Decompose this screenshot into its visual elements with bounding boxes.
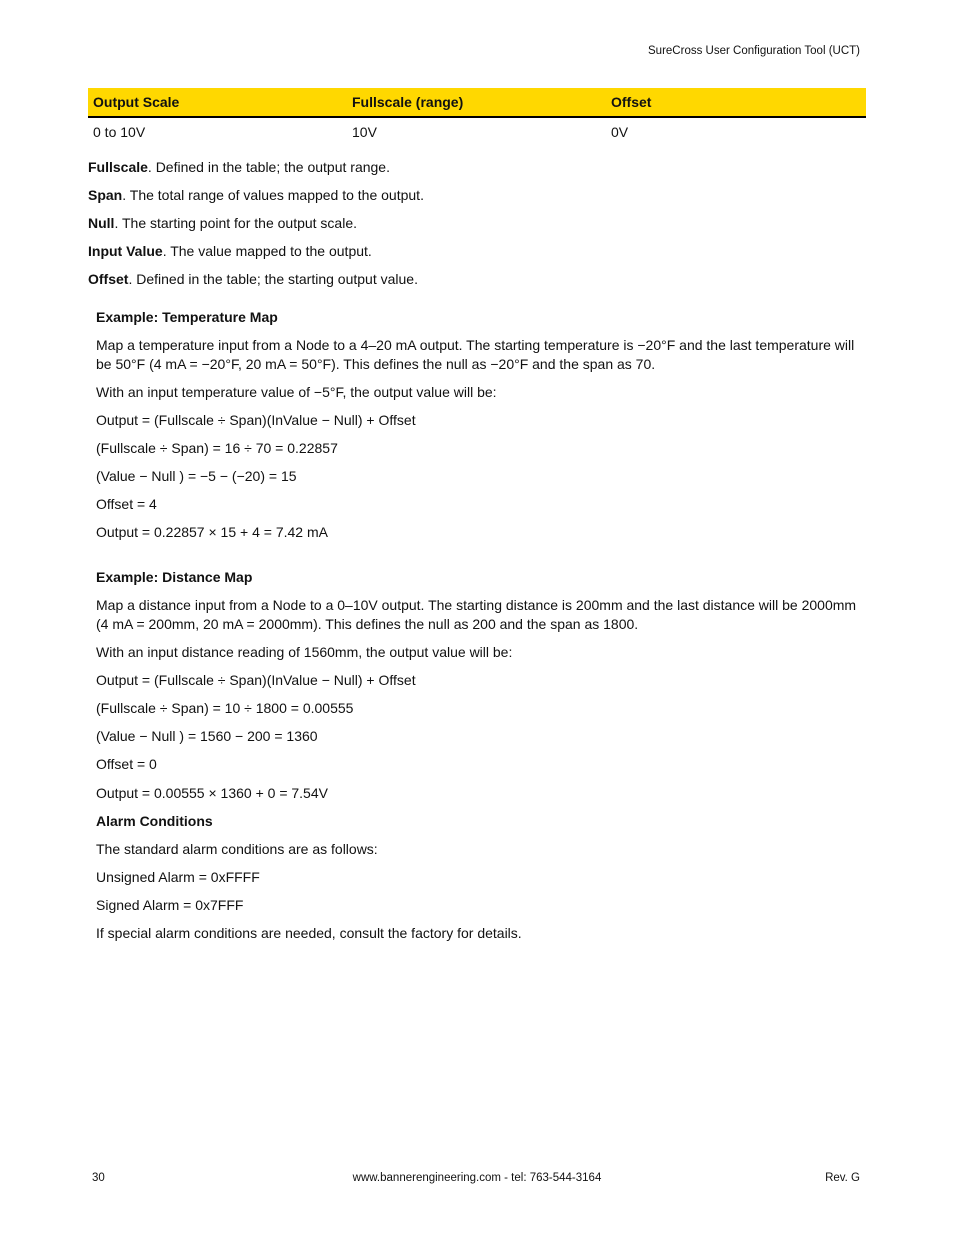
definition-term: Offset bbox=[88, 271, 129, 287]
alarm-conditions-note: If special alarm conditions are needed, consult the factory for details. bbox=[96, 925, 522, 941]
definitions-list bbox=[88, 158, 868, 298]
distance-example-lead: With an input distance reading of 1560mm, the output value will be: bbox=[96, 644, 513, 660]
column-header-output-scale: Output Scale bbox=[88, 88, 347, 117]
definition-item bbox=[88, 270, 868, 298]
definition-term: Fullscale bbox=[88, 159, 148, 175]
distance-step-2: (Value − Null ) = 1560 − 200 = 1360 bbox=[96, 728, 318, 744]
temperature-example-intro: Map a temperature input from a Node to a 4–20 mA output. The starting temperature is −20°F and the last temperature will be 50°F (4 mA = −20°F, 20 mA = 50°F). This defines the null as −20°F and the span as 70. bbox=[96, 337, 855, 372]
temperature-example-lead: With an input temperature value of −5°F, the output value will be: bbox=[96, 384, 497, 400]
column-header-offset: Offset bbox=[606, 88, 866, 117]
definition-item bbox=[88, 186, 868, 214]
definition-term: Input Value bbox=[88, 243, 163, 259]
footer-contact: www.bannerengineering.com - tel: 763-544-3164 bbox=[352, 1172, 602, 1184]
definition-item bbox=[88, 242, 868, 270]
table-cell: 10V bbox=[352, 124, 377, 140]
definition-term: Null bbox=[88, 215, 115, 231]
table-header-row bbox=[88, 88, 866, 117]
definition-text: . The value mapped to the output. bbox=[162, 243, 372, 259]
footer-page-number: 30 bbox=[92, 1172, 105, 1184]
table-cell: 0 to 10V bbox=[93, 124, 146, 140]
distance-formula: Output = (Fullscale ÷ Span)(InValue − Null) + Offset bbox=[96, 672, 416, 688]
definition-text: . Defined in the table; the starting output value. bbox=[128, 271, 418, 287]
definition-text: . Defined in the table; the output range. bbox=[147, 159, 390, 175]
alarm-conditions-intro: The standard alarm conditions are as follows: bbox=[96, 841, 378, 857]
temperature-example-heading: Example: Temperature Map bbox=[96, 309, 278, 325]
temperature-step-1: (Fullscale ÷ Span) = 16 ÷ 70 = 0.22857 bbox=[96, 440, 338, 456]
distance-example-section bbox=[96, 568, 866, 812]
distance-step-3: Offset = 0 bbox=[96, 756, 157, 772]
signed-alarm-value: Signed Alarm = 0x7FFF bbox=[96, 897, 244, 913]
alarm-conditions-heading: Alarm Conditions bbox=[96, 813, 213, 829]
table-cell: 0V bbox=[611, 124, 629, 140]
table-row bbox=[88, 117, 866, 146]
temperature-formula: Output = (Fullscale ÷ Span)(InValue − Null) + Offset bbox=[96, 412, 416, 428]
temperature-example-section bbox=[96, 308, 866, 551]
distance-example-intro: Map a distance input from a Node to a 0–10V output. The starting distance is 200mm and the last distance will be 2000mm (4 mA = 200mm, 20 mA = 2000mm). This defines the null as 200 and the span as 1800. bbox=[96, 597, 857, 632]
unsigned-alarm-value: Unsigned Alarm = 0xFFFF bbox=[96, 869, 260, 885]
output-scale-table bbox=[88, 88, 866, 146]
definition-term: Span bbox=[88, 187, 123, 203]
alarm-conditions-section bbox=[96, 812, 866, 952]
distance-result: Output = 0.00555 × 1360 + 0 = 7.54V bbox=[96, 785, 328, 801]
temperature-step-2: (Value − Null ) = −5 − (−20) = 15 bbox=[96, 468, 297, 484]
document-header-title: SureCross User Configuration Tool (UCT) bbox=[648, 45, 860, 57]
temperature-result: Output = 0.22857 × 15 + 4 = 7.42 mA bbox=[96, 524, 328, 540]
temperature-step-3: Offset = 4 bbox=[96, 496, 157, 512]
definition-item bbox=[88, 214, 868, 242]
distance-example-heading: Example: Distance Map bbox=[96, 569, 253, 585]
definition-item bbox=[88, 158, 868, 186]
definition-text: . The total range of values mapped to the output. bbox=[122, 187, 424, 203]
column-header-fullscale: Fullscale (range) bbox=[347, 88, 606, 117]
definition-text: . The starting point for the output scale. bbox=[114, 215, 358, 231]
distance-step-1: (Fullscale ÷ Span) = 10 ÷ 1800 = 0.00555 bbox=[96, 700, 354, 716]
footer-revision: Rev. G bbox=[825, 1172, 860, 1184]
